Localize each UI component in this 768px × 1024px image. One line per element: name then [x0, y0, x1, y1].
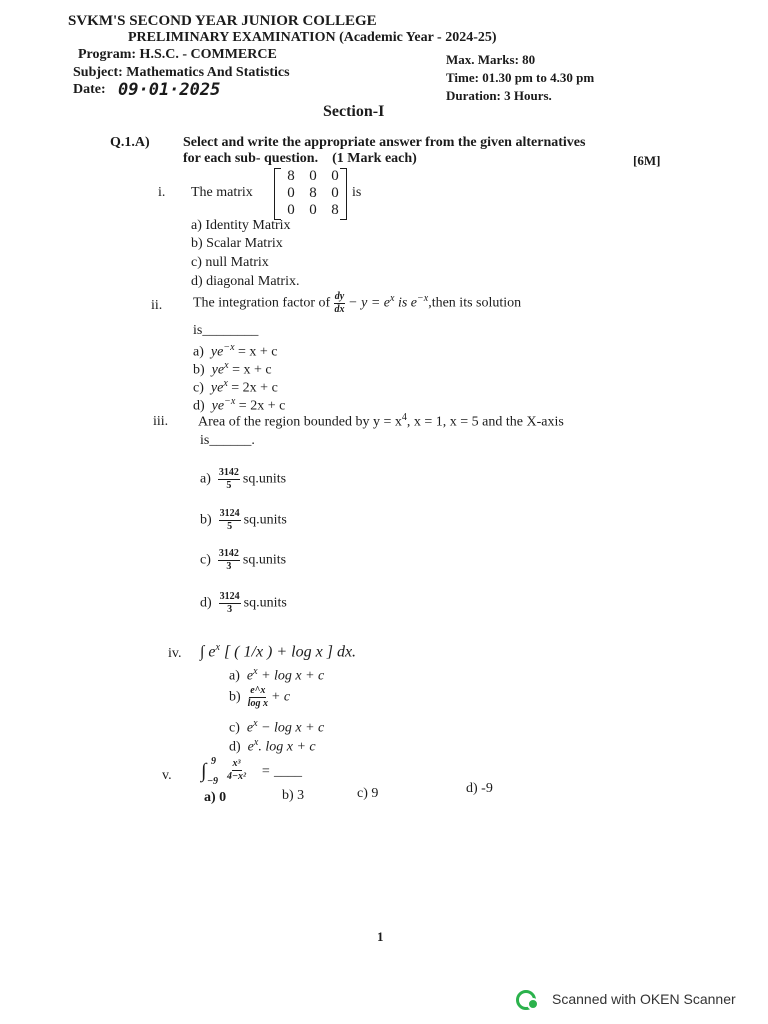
option-iii-a	[200, 468, 286, 491]
question-ii-prefix: The integration factor of	[193, 295, 331, 311]
option-iv-c	[229, 718, 324, 737]
integrand: [ ( 1/x ) + log x ] dx.	[219, 643, 357, 661]
exponent: x	[223, 378, 228, 389]
lower-limit: −9	[207, 776, 219, 787]
exponent: 4	[401, 412, 407, 423]
fraction-numerator: e^x	[250, 685, 266, 696]
marks-badge: [6M]	[633, 153, 661, 168]
option-v-c: c) 9	[357, 786, 379, 801]
option-fraction	[248, 686, 268, 709]
question-iii-text-main: Area of the region bounded by y = x	[198, 414, 402, 430]
option-i-a: a) Identity Matrix	[191, 218, 291, 233]
exponent: x	[390, 293, 395, 305]
option-unit: sq.units	[243, 512, 287, 528]
option-base: ye	[211, 362, 225, 378]
integral: ∫ e	[200, 643, 216, 661]
option-rest: = 2x + c	[235, 398, 286, 414]
section-title: Section-I	[323, 103, 385, 120]
area-fraction	[219, 509, 241, 532]
option-ii-b	[193, 360, 272, 379]
program: Program: H.S.C. - COMMERCE	[78, 47, 277, 62]
date-label: Date:	[73, 82, 106, 97]
matrix-cell: 0	[287, 202, 295, 218]
option-letter: d)	[193, 398, 205, 414]
question-iv-label: iv.	[168, 646, 182, 661]
dy-dx-fraction	[334, 292, 345, 315]
option-letter: d)	[200, 595, 212, 611]
scanner-watermark: Scanned with OKEN Scanner	[552, 991, 736, 1007]
area-fraction	[219, 592, 241, 615]
matrix-cell: 0	[287, 185, 295, 201]
option-v-a: a) 0	[204, 790, 227, 805]
instruction-line2: for each sub- question. (1 Mark each)	[183, 151, 417, 166]
exponent: x	[253, 737, 259, 748]
option-v-d: d) -9	[466, 781, 493, 796]
question-i-text-after: is	[352, 185, 362, 200]
option-letter: a)	[193, 344, 204, 360]
fraction-numerator: 3142	[218, 467, 239, 478]
option-ii-c	[193, 378, 278, 397]
matrix-cell: 0	[309, 168, 317, 184]
option-letter: c)	[229, 720, 240, 736]
option-base: e	[247, 739, 254, 755]
duration: Duration: 3 Hours.	[446, 88, 552, 103]
exponent: x	[224, 360, 229, 371]
equation: − y = e	[348, 295, 390, 311]
matrix-cell: 0	[309, 202, 317, 218]
option-iv-b	[229, 686, 290, 709]
option-unit: sq.units	[242, 552, 287, 568]
option-iv-a	[229, 666, 324, 685]
option-v-b: b) 3	[282, 788, 305, 803]
exponent: x	[215, 642, 220, 653]
matrix-cell: 0	[331, 168, 339, 184]
option-letter: b)	[193, 362, 205, 378]
option-letter: b)	[200, 512, 212, 528]
exponent: x	[253, 718, 258, 729]
subject: Subject: Mathematics And Statistics	[73, 65, 290, 80]
option-base: e	[246, 720, 254, 736]
matrix-cell: 8	[287, 168, 295, 184]
date-value: 09·01·2025	[118, 80, 221, 100]
area-fraction	[218, 549, 240, 572]
fraction-numerator: dy	[334, 291, 345, 302]
instruction-line1: Select and write the appropriate answer from the given alternatives	[183, 135, 586, 150]
option-i-d: d) diagonal Matrix.	[191, 274, 300, 289]
matrix-cell: 8	[309, 185, 317, 201]
exponent: x	[253, 666, 258, 677]
fraction-denominator: 3	[226, 561, 232, 572]
option-letter: c)	[200, 552, 211, 568]
fraction-denominator: log x	[247, 698, 268, 709]
option-base: ye	[210, 380, 224, 396]
exam-title: PRELIMINARY EXAMINATION (Academic Year - 2024-25)	[128, 30, 497, 45]
option-i-b: b) Scalar Matrix	[191, 236, 283, 251]
option-iii-d	[200, 592, 287, 615]
question-iii-label: iii.	[153, 414, 169, 429]
option-rest: = 2x + c	[227, 380, 278, 396]
fraction-denominator: 3	[227, 604, 233, 615]
upper-limit: 9	[211, 756, 216, 767]
option-iii-b	[200, 509, 287, 532]
question-iv-integral	[200, 642, 356, 661]
question-ii-label: ii.	[151, 298, 163, 313]
integrand-fraction	[227, 759, 246, 782]
option-rest: + log x + c	[257, 668, 325, 684]
option-unit: sq.units	[243, 595, 287, 611]
exponent: −x	[223, 342, 235, 353]
fraction-numerator: 3124	[219, 591, 240, 602]
matrix-cell: 8	[331, 202, 339, 218]
option-rest: = x + c	[228, 362, 272, 378]
fraction-numerator: x³	[232, 758, 241, 769]
max-marks: Max. Marks: 80	[446, 52, 536, 67]
question-i-label: i.	[158, 185, 166, 200]
area-fraction	[218, 468, 240, 491]
exponent: −x	[224, 396, 236, 407]
text-is: is e	[394, 295, 418, 311]
option-base: ye	[211, 398, 225, 414]
option-i-c: c) null Matrix	[191, 255, 269, 270]
fraction-denominator: 5	[227, 521, 233, 532]
fraction-numerator: 3142	[218, 548, 239, 559]
option-letter: b)	[229, 689, 241, 705]
option-letter: a)	[229, 668, 240, 684]
option-base: ye	[210, 344, 224, 360]
equals-blank: = ____	[261, 764, 302, 779]
option-base: e	[246, 668, 254, 684]
question-number: Q.1.A)	[110, 135, 150, 150]
exam-time: Time: 01.30 pm to 4.30 pm	[446, 70, 595, 85]
page-number: 1	[377, 929, 384, 944]
matrix	[276, 168, 350, 219]
option-iii-c	[200, 549, 286, 572]
question-iii-text-rest: , x = 1, x = 5 and the X-axis	[406, 414, 564, 430]
option-rest: . log x + c	[258, 739, 316, 755]
question-v-label: v.	[162, 768, 172, 783]
fraction-denominator: 4−x²	[227, 771, 247, 782]
option-letter: d)	[229, 739, 241, 755]
question-ii-blank: is________	[193, 323, 259, 338]
question-iii-blank: is______.	[200, 433, 255, 448]
option-letter: c)	[193, 380, 204, 396]
option-letter: a)	[200, 471, 211, 487]
fraction-denominator: 5	[226, 480, 232, 491]
option-rest: + c	[270, 689, 291, 705]
integral: ∫	[201, 760, 207, 782]
oken-scanner-logo-icon	[516, 990, 536, 1010]
option-iv-d	[229, 737, 316, 756]
matrix-cell: 0	[331, 185, 339, 201]
college-name: SVKM'S SECOND YEAR JUNIOR COLLEGE	[68, 13, 377, 29]
fraction-numerator: 3124	[219, 508, 240, 519]
option-rest: = x + c	[234, 344, 278, 360]
option-rest: − log x + c	[257, 720, 325, 736]
exponent: −x	[417, 293, 429, 305]
question-v-integral	[201, 756, 321, 786]
fraction-denominator: dx	[334, 304, 345, 315]
option-ii-a	[193, 342, 278, 361]
question-ii-suffix: ,then its solution	[428, 295, 522, 311]
question-i-text: The matrix	[191, 185, 253, 200]
question-iii-text	[198, 412, 564, 431]
option-unit: sq.units	[242, 471, 287, 487]
question-ii-text	[193, 292, 521, 315]
